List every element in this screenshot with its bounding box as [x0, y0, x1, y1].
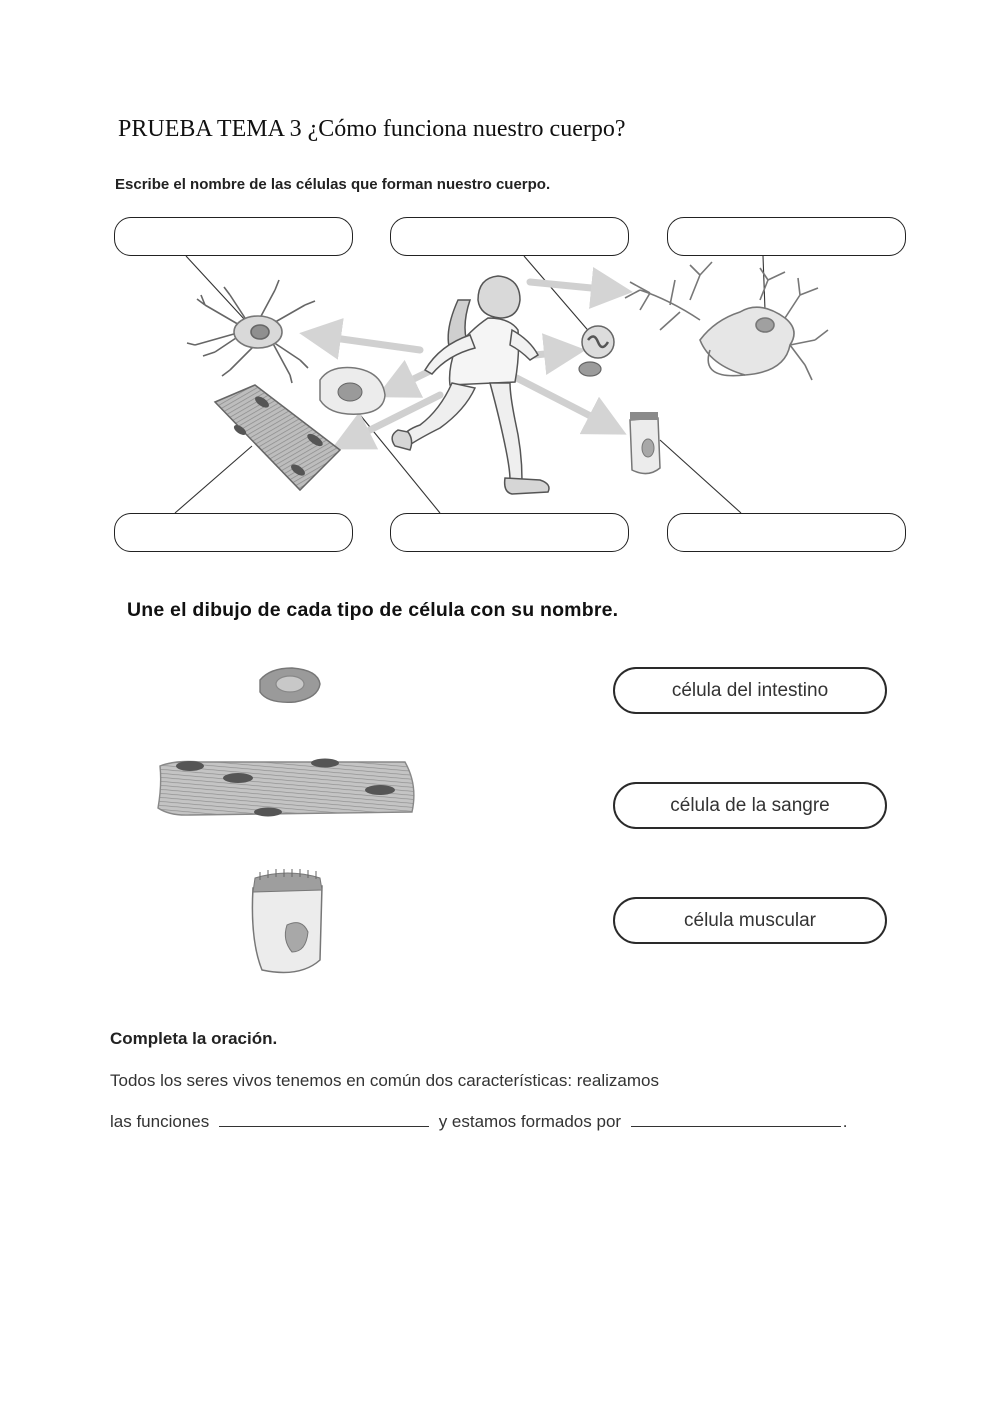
intestine-cell-illustration: [630, 412, 660, 474]
exercise1-instruction: Escribe el nombre de las células que forman nuestro cuerpo.: [115, 176, 551, 193]
blood-cells-illustration: [579, 326, 614, 376]
blood-cell-drawing: [260, 668, 320, 702]
sentence-part-2: y estamos formados por: [438, 1112, 622, 1131]
stellate-cell-illustration: [187, 280, 315, 383]
sentence-line-2: [110, 1112, 848, 1132]
blank-formed-by[interactable]: [631, 1125, 841, 1127]
intestine-cell-drawing: [252, 869, 322, 972]
blank-functions[interactable]: [219, 1125, 429, 1127]
sentence-end: .: [842, 1112, 848, 1131]
name-pill-intestine[interactable]: célula del intestino: [613, 667, 887, 714]
sentence-part-1: las funciones: [110, 1112, 210, 1131]
epithelial-cell-illustration: [320, 368, 385, 415]
muscle-cell-drawing: [158, 759, 414, 817]
exercise3-instruction: Completa la oración.: [110, 1029, 278, 1048]
name-pill-blood[interactable]: célula de la sangre: [613, 782, 887, 829]
exercise2-instruction: Une el dibujo de cada tipo de célula con su nombre.: [127, 599, 619, 621]
page-title: PRUEBA TEMA 3 ¿Cómo funciona nuestro cuerpo?: [118, 116, 626, 142]
name-pill-muscle[interactable]: célula muscular: [613, 897, 887, 944]
sentence-line-1: Todos los seres vivos tenemos en común dos características: realizamos: [110, 1071, 659, 1090]
neuron-illustration: [625, 262, 828, 380]
